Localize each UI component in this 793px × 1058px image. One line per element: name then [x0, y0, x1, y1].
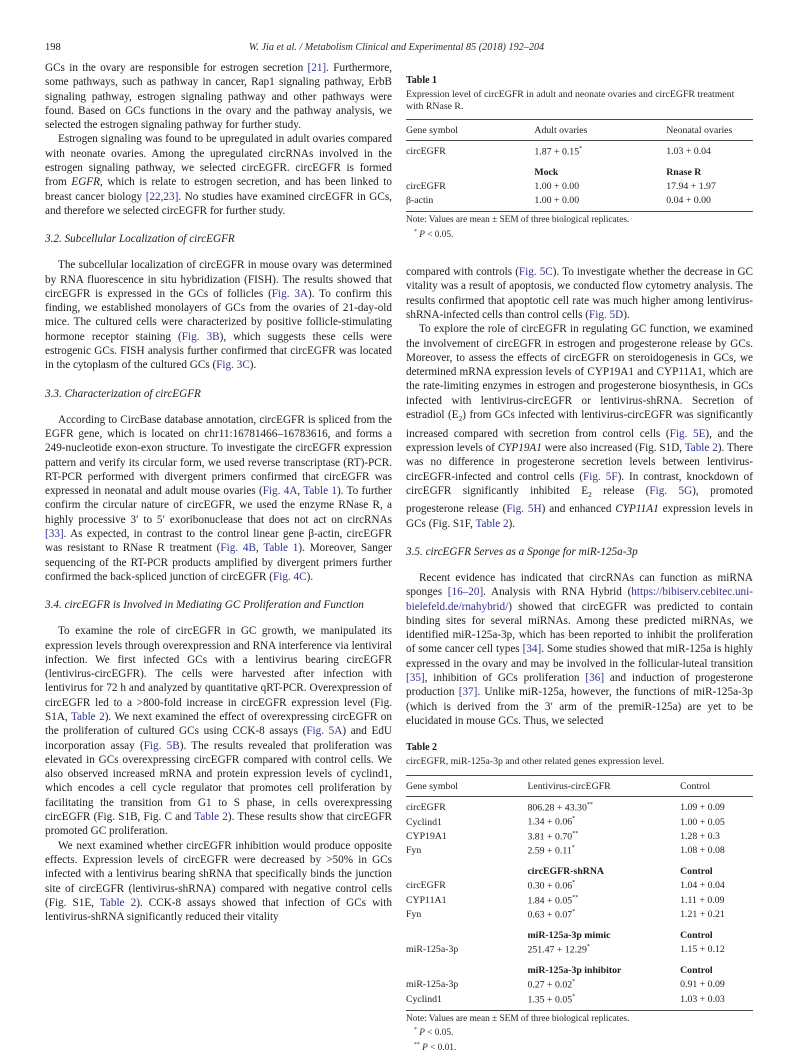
citation-link[interactable]: Fig. 3B [181, 330, 220, 343]
table1 [406, 75, 753, 241]
text-run: * [414, 228, 417, 235]
table-cell: 0.63 + 0.07* [527, 909, 576, 921]
table-row [406, 796, 753, 814]
table-row [406, 180, 753, 194]
text-run: CYP19A1 [497, 441, 542, 454]
table-row [406, 908, 753, 922]
table-cell: Rnase R [666, 167, 702, 179]
table1-grid [406, 119, 753, 212]
table-cell: 1.00 + 0.05 [680, 816, 725, 828]
text-run: We next examined whether circEGFR inhibition would produce opposite effects. Expression levels of circEGFR were decreased by >50% in GCs infected with a lentivirus bearing shRNA that specifically binds the junction site of circEGFR (lentivirus-shRNA) compared with negative control cells (Fig. S1E, [45, 839, 392, 909]
table-note [406, 215, 753, 226]
text-run: Estrogen signaling was found to be upregulated in adult ovaries compared with neonate ovaries. Among the upregulated circRNAs involved in the estrogen signaling pathway, we selected circEGFR. circEGFR is formed from [45, 133, 392, 189]
citation-link[interactable]: [16–20] [447, 586, 484, 599]
table-cell: circEGFR [406, 802, 446, 814]
text-run: EGFR [71, 176, 100, 189]
text-run: ), and the expression levels of [406, 427, 754, 454]
table-cell: miR-125a-3p mimic [527, 929, 611, 941]
citation-link[interactable]: Fig. 3C [216, 359, 250, 372]
paragraph [45, 132, 392, 218]
significance-marker: * [572, 993, 576, 1000]
table2-label: Table 2 [406, 742, 438, 754]
table-row [406, 893, 753, 907]
table-cell: circEGFR [406, 146, 446, 158]
citation-link[interactable]: [36] [585, 672, 605, 684]
significance-marker: * [579, 146, 583, 153]
text-run: CYP11A1 [615, 503, 659, 516]
table-subheader-row [406, 159, 753, 180]
table-cell: 1.34 + 0.06* [527, 816, 576, 828]
paragraph [45, 624, 392, 838]
citation-link[interactable]: Fig. 5A [306, 725, 343, 738]
table-row [406, 815, 753, 829]
text-run: ). [306, 570, 314, 583]
text-run: The subcellular localization of circEGFR in mouse ovary was determined by RNA fluorescence in situ hybridization (FISH). The results showed that circEGFR is expressed in the GCs of follicles ( [45, 259, 392, 300]
table-cell: Cyclind1 [406, 993, 442, 1005]
significance-marker: * [571, 845, 575, 852]
citation-link[interactable]: [34] [522, 643, 542, 656]
text-run: ) and enhanced [541, 503, 616, 516]
text-run: ), which suggests these cells were estrogenic GCs. FISH analysis further confirmed that circEGFR was located in the cytoplasm of the cultured GCs ( [45, 330, 392, 372]
significance-marker: ** [572, 830, 579, 837]
text-run: release ( [591, 484, 650, 497]
table2-grid [406, 775, 753, 1011]
citation-link[interactable]: Fig. 5H [506, 503, 542, 516]
text-run: < 0.01. [427, 1042, 457, 1053]
section-heading: 3.2. Subcellular Localization of circEGFR [45, 233, 235, 246]
table-row [406, 194, 753, 212]
table-cell: Mock [534, 167, 559, 179]
citation-link[interactable]: Table 2 [684, 441, 718, 454]
text-run: ). [623, 309, 630, 321]
table-row [406, 141, 753, 159]
table-cell: 1.08 + 0.08 [680, 845, 725, 857]
citation-link[interactable]: Fig. 4C [273, 570, 307, 583]
table1-notes [406, 215, 753, 241]
text-run: ** [414, 1041, 420, 1048]
table-cell [406, 922, 527, 943]
journal-running-header: W. Jia et al. / Metabolism Clinical and Experimental 85 (2018) 192–204 [248, 42, 545, 53]
table-cell: Control [680, 965, 713, 976]
citation-link[interactable]: Fig. 5E [669, 427, 706, 440]
section-heading: 3.3. Characterization of circEGFR [45, 387, 201, 400]
text-run: Recent evidence has indicated that circRNAs can function as miRNA sponges [406, 571, 753, 599]
significance-marker: ** [572, 894, 579, 901]
table-cell: 1.00 + 0.00 [534, 181, 580, 193]
table-cell: 1.87 + 0.15* [534, 146, 583, 158]
significance-marker: * [586, 944, 590, 951]
left-text-column [45, 61, 392, 924]
table-cell: 1.21 + 0.21 [680, 909, 725, 921]
citation-link[interactable]: [22,23] [145, 190, 179, 203]
table-note [406, 227, 753, 241]
text-run: P [419, 229, 425, 240]
table-cell: miR-125a-3p [406, 944, 459, 956]
table-cell: Cyclind1 [406, 816, 442, 828]
text-run: , which is relate to estrogen secretion, and has been linked to breast cancer biology [45, 176, 392, 203]
table-row [406, 943, 753, 957]
text-run: expression levels in GCs (Fig. S1F, [406, 503, 753, 530]
citation-link[interactable]: Table 2 [99, 896, 137, 909]
text-run: To examine the role of circEGFR in GC growth, we manipulated its expression levels through overexpression and RNA interference via lentiviral infection. We first infected GCs with a lentivirus bearing circEGFR (lentivirus-circEGFR). The cells were harvested after infection with lentivirus for 72 h and analyzed by quantitative qRT-PCR. Overexpression of circEGFR led to a >800-fold increase in circEGFR expression level (Fig. S1A, [45, 625, 392, 723]
table2-caption: circEGFR, miR-125a-3p and other related genes expression level. [406, 756, 665, 768]
table-cell: 1.03 + 0.04 [666, 146, 711, 158]
citation-link[interactable]: Table 1 [303, 485, 337, 498]
text-run: ). [508, 517, 516, 530]
text-run: Note: Values are mean ± SEM of three biological replicates. [406, 215, 630, 226]
text-run: < 0.05. [424, 229, 454, 240]
table-cell: miR-125a-3p [406, 979, 459, 991]
column-header: Adult ovaries [534, 120, 666, 141]
text-run: ), promoted progesterone release ( [406, 484, 753, 516]
citation-link[interactable]: Fig. 5B [143, 739, 180, 752]
citation-link[interactable]: [33] [45, 528, 64, 541]
citation-link[interactable]: Fig. 4A [262, 485, 298, 498]
table-cell: Fyn [406, 909, 422, 921]
table-note [406, 1025, 753, 1039]
paragraph [45, 839, 392, 925]
text-run: ). CCK-8 assays showed that infection of GCs with lentivirus-shRNA significantly reduced their vitality [45, 896, 392, 924]
table-row [406, 844, 753, 858]
table-subheader-row [406, 858, 753, 879]
citation-link[interactable]: [35] [406, 672, 425, 684]
table-cell: 1.03 + 0.03 [680, 993, 725, 1005]
table-cell: 0.91 + 0.09 [680, 979, 725, 991]
table-cell: 1.04 + 0.04 [680, 880, 725, 892]
text-run: and induction of progesterone production [406, 672, 754, 699]
table1-caption: Expression level of circEGFR in adult and neonate ovaries and circEGFR treatment with RNase R. [406, 89, 735, 112]
paragraph [45, 258, 392, 372]
table-row [406, 978, 753, 992]
text-run: ). These results show that circEGFR promoted GC proliferation. [45, 811, 393, 838]
column-header: Gene symbol [406, 775, 527, 796]
paragraph [45, 413, 392, 585]
text-run: . Analysis with RNA Hybrid ( [483, 586, 632, 599]
table-cell [406, 957, 527, 978]
text-run: . Unlike miR-125a, however, the functions of miR-125a-3p (which is derived from the 3′ arm of the premiR-125a) are yet to be elucidated in mouse GCs. Thus, we selected [406, 686, 753, 727]
table-cell: Control [680, 866, 713, 877]
citation-link[interactable]: Table 2 [475, 517, 509, 530]
citation-link[interactable]: Fig. 3A [271, 287, 309, 300]
table1-label: Table 1 [406, 75, 438, 86]
text-run: , [255, 542, 264, 555]
text-run: ). There was no difference in progesterone secretion levels between lentivirus-circEGFR-infected and control cells ( [406, 441, 754, 483]
text-run: Note: Values are mean ± SEM of three biological replicates. [406, 1013, 630, 1024]
table-row [406, 992, 753, 1010]
significance-marker: * [572, 816, 576, 823]
section-heading: 3.4. circEGFR is Involved in Mediating GC Proliferation and Function [45, 599, 364, 612]
text-run: GCs in the ovary are responsible for estrogen secretion [45, 62, 308, 74]
text-run: , [297, 485, 304, 498]
table-cell: circEGFR [406, 181, 446, 193]
table-cell: CYP19A1 [406, 830, 447, 842]
citation-link[interactable]: Fig. 5F [583, 470, 618, 483]
text-run: compared with controls ( [406, 266, 519, 279]
text-run: ). To investigate whether the decrease in GC vitality was a result of apoptosis, we conducted flow cytometry analysis. The results confirmed that apoptotic cell rate was much higher among lentivirus-shRNA-infected cells than control cells ( [406, 266, 754, 321]
column-header: Lentivirus-circEGFR [527, 775, 680, 796]
table-cell: 1.00 + 0.00 [534, 195, 580, 207]
paragraph [406, 571, 753, 728]
table-cell: 0.04 + 0.00 [666, 195, 711, 207]
text-run: 2 [588, 491, 592, 500]
text-run: ). Moreover, Sanger sequencing of the RT-PCR products amplified by divergent primers further confirmed the back-spliced junction of circEGFR ( [45, 542, 393, 583]
text-run: ) showed that circEGFR was predicted to contain binding sites for several miRNAs. Among these predicted miRNAs, we identified miR-125a-3p, which has been reported to inhibit the proliferation of some cancer cell types [406, 600, 753, 656]
table-cell: circEGFR-shRNA [527, 866, 604, 877]
text-run: * [414, 1027, 417, 1034]
table-cell: 251.47 + 12.29* [527, 944, 590, 956]
table-cell: 1.28 + 0.3 [680, 830, 720, 842]
text-run: were also increased (Fig. S1D, [541, 441, 685, 454]
table-cell: 1.09 + 0.09 [680, 802, 725, 814]
citation-link[interactable]: Fig. 5C [518, 266, 553, 279]
table-note [406, 1014, 753, 1025]
table-cell: 17.94 + 1.97 [666, 181, 716, 193]
table-cell: CYP11A1 [406, 894, 447, 906]
text-run: . Furthermore, some pathways, such as pathway in cancer, Rap1 signaling pathway, ErbB signaling pathway, estrogen signaling pathway and other pathways were found. Based on GCs functions in the ovary and the pathway analysis, we selected the estrogen signaling pathway for further study. [45, 62, 392, 132]
section-heading: 3.5. circEGFR Serves as a Sponge for miR-125a-3p [406, 545, 638, 558]
text-run: P [419, 1028, 425, 1039]
text-run: P [422, 1042, 428, 1053]
table2 [406, 742, 753, 1054]
significance-marker: * [572, 880, 576, 887]
text-run: < 0.05. [424, 1028, 454, 1039]
table-cell: Control [680, 929, 713, 941]
table-cell: 806.28 + 43.30** [527, 801, 593, 814]
text-run: ) from GCs infected with lentivirus-circEGFR was significantly increased compared with secretion from control cells ( [406, 409, 753, 440]
paragraph [406, 322, 753, 531]
citation-link[interactable]: Fig. 5G [649, 484, 693, 497]
text-run: . Some studies showed that miR-125a is highly expressed in the ovary and may be involved in the follicular-luteal transition [406, 643, 753, 670]
column-header: Control [680, 775, 753, 796]
text-run: , inhibition of GCs proliferation [424, 672, 586, 684]
table-cell: 3.81 + 0.70** [527, 830, 579, 842]
url-link[interactable]: https://bibiserv.cebitec.uni-bielefeld.de/rnahybrid/ [406, 586, 753, 613]
table-cell: circEGFR [406, 880, 446, 892]
text-run: ) and EdU incorporation assay ( [45, 725, 392, 752]
text-run: 2 [458, 415, 463, 424]
paragraph [406, 265, 753, 322]
table2-notes [406, 1014, 753, 1054]
text-run: ). In contrast, knockdown of circEGFR significantly inhibited E [406, 470, 753, 497]
significance-marker: * [572, 979, 576, 986]
text-run: To explore the role of circEGFR in regulating GC function, we examined the involvement of circEGFR in estrogen and progesterone release by GCs. Moreover, to assess the effects of circEGFR on steroidogenesis in GCs, we determined mRNA expression levels of CYP19A1 and CYP11A1, which are the rate-limiting enzymes in estrogen and progesterone biosynthesis, in GCs infected with lentivirus-circEGFR or lentivirus-shRNA. Secretion of estradiol (E [406, 323, 753, 422]
significance-marker: ** [586, 801, 593, 808]
table-subheader-row [406, 922, 753, 943]
column-header: Neonatal ovaries [666, 120, 753, 141]
table-row [406, 829, 753, 843]
citation-link[interactable]: [21] [307, 62, 327, 74]
table-cell: 1.11 + 0.09 [680, 894, 725, 906]
table-cell [406, 159, 534, 180]
table-cell: Fyn [406, 845, 422, 857]
text-run: ). We next examined the effect of overexpressing circEGFR on the proliferation of cultured GCs using CCK-8 assays ( [45, 710, 392, 738]
text-run: . As expected, in contrast to the control linear gene β-actin, circEGFR was resistant to RNase R treatment ( [45, 528, 392, 555]
table-cell: miR-125a-3p inhibitor [527, 965, 622, 976]
text-run: . No studies have examined circEGFR in GCs, and therefore we selected circEGFR for further study. [45, 190, 392, 217]
citation-link[interactable]: Table 2 [194, 811, 228, 824]
table-note [406, 1040, 753, 1054]
table-row [406, 879, 753, 893]
citation-link[interactable]: Fig. 5D [588, 309, 624, 321]
table-cell: 0.30 + 0.06* [527, 880, 576, 892]
table-cell [406, 858, 527, 879]
text-run: ). The results revealed that proliferation was elevated in GCs overexpressing circEGFR compared with control cells. We also observed increased mRNA and protein expression levels of cyclind1, which encodes a cell cycle regulator that promotes cell proliferation by facilitating the transition from G1 to S phase, in cells overexpressing circEGFR (Fig. S1B, Fig. C and [45, 739, 392, 824]
text-run: According to CircBase database annotation, circEGFR is spliced from the EGFR gene, which is located on chr11:16781466–16783616, and forms a 249-nucleotide exon-exon structure. To investigate the circEGFR expression pattern and verify its circular form, we used reverse transcriptase (RT)-PCR. RT-PCR performed with divergent primers confirmed that circEGFR was expressed in neonatal and adult mouse ovaries ( [45, 413, 392, 498]
citation-link[interactable]: [37] [458, 686, 478, 699]
significance-marker: * [572, 909, 576, 916]
table-subheader-row [406, 957, 753, 978]
citation-link[interactable]: Fig. 4B [220, 542, 256, 555]
table-cell: 1.15 + 0.12 [680, 944, 725, 956]
citation-link[interactable]: Table 2 [70, 710, 105, 723]
text-run: ). [249, 359, 257, 372]
table-cell: 2.59 + 0.11* [527, 845, 575, 857]
text-run: ). To further confirm the circular nature of circEGFR, we used the enzyme RNase R, a highly processive 3′ to 5′ exoribonuclease that does not act on circRNAs [45, 485, 392, 526]
paragraph [45, 61, 392, 132]
page-number: 198 [45, 42, 61, 53]
table-cell: β-actin [406, 195, 434, 207]
table-cell: 1.84 + 0.05** [527, 894, 579, 906]
table-cell: 0.27 + 0.02* [527, 979, 576, 991]
column-header: Gene symbol [406, 120, 534, 141]
table-cell: 1.35 + 0.05* [527, 993, 576, 1005]
text-run: ). To confirm this finding, we established monolayers of GCs from the ovaries of 21-day-old mice. The cultured cells were characterized by positive follicle-stimulating hormone receptor staining ( [45, 287, 393, 343]
citation-link[interactable]: Table 1 [263, 542, 299, 555]
right-text-column [406, 61, 753, 1058]
